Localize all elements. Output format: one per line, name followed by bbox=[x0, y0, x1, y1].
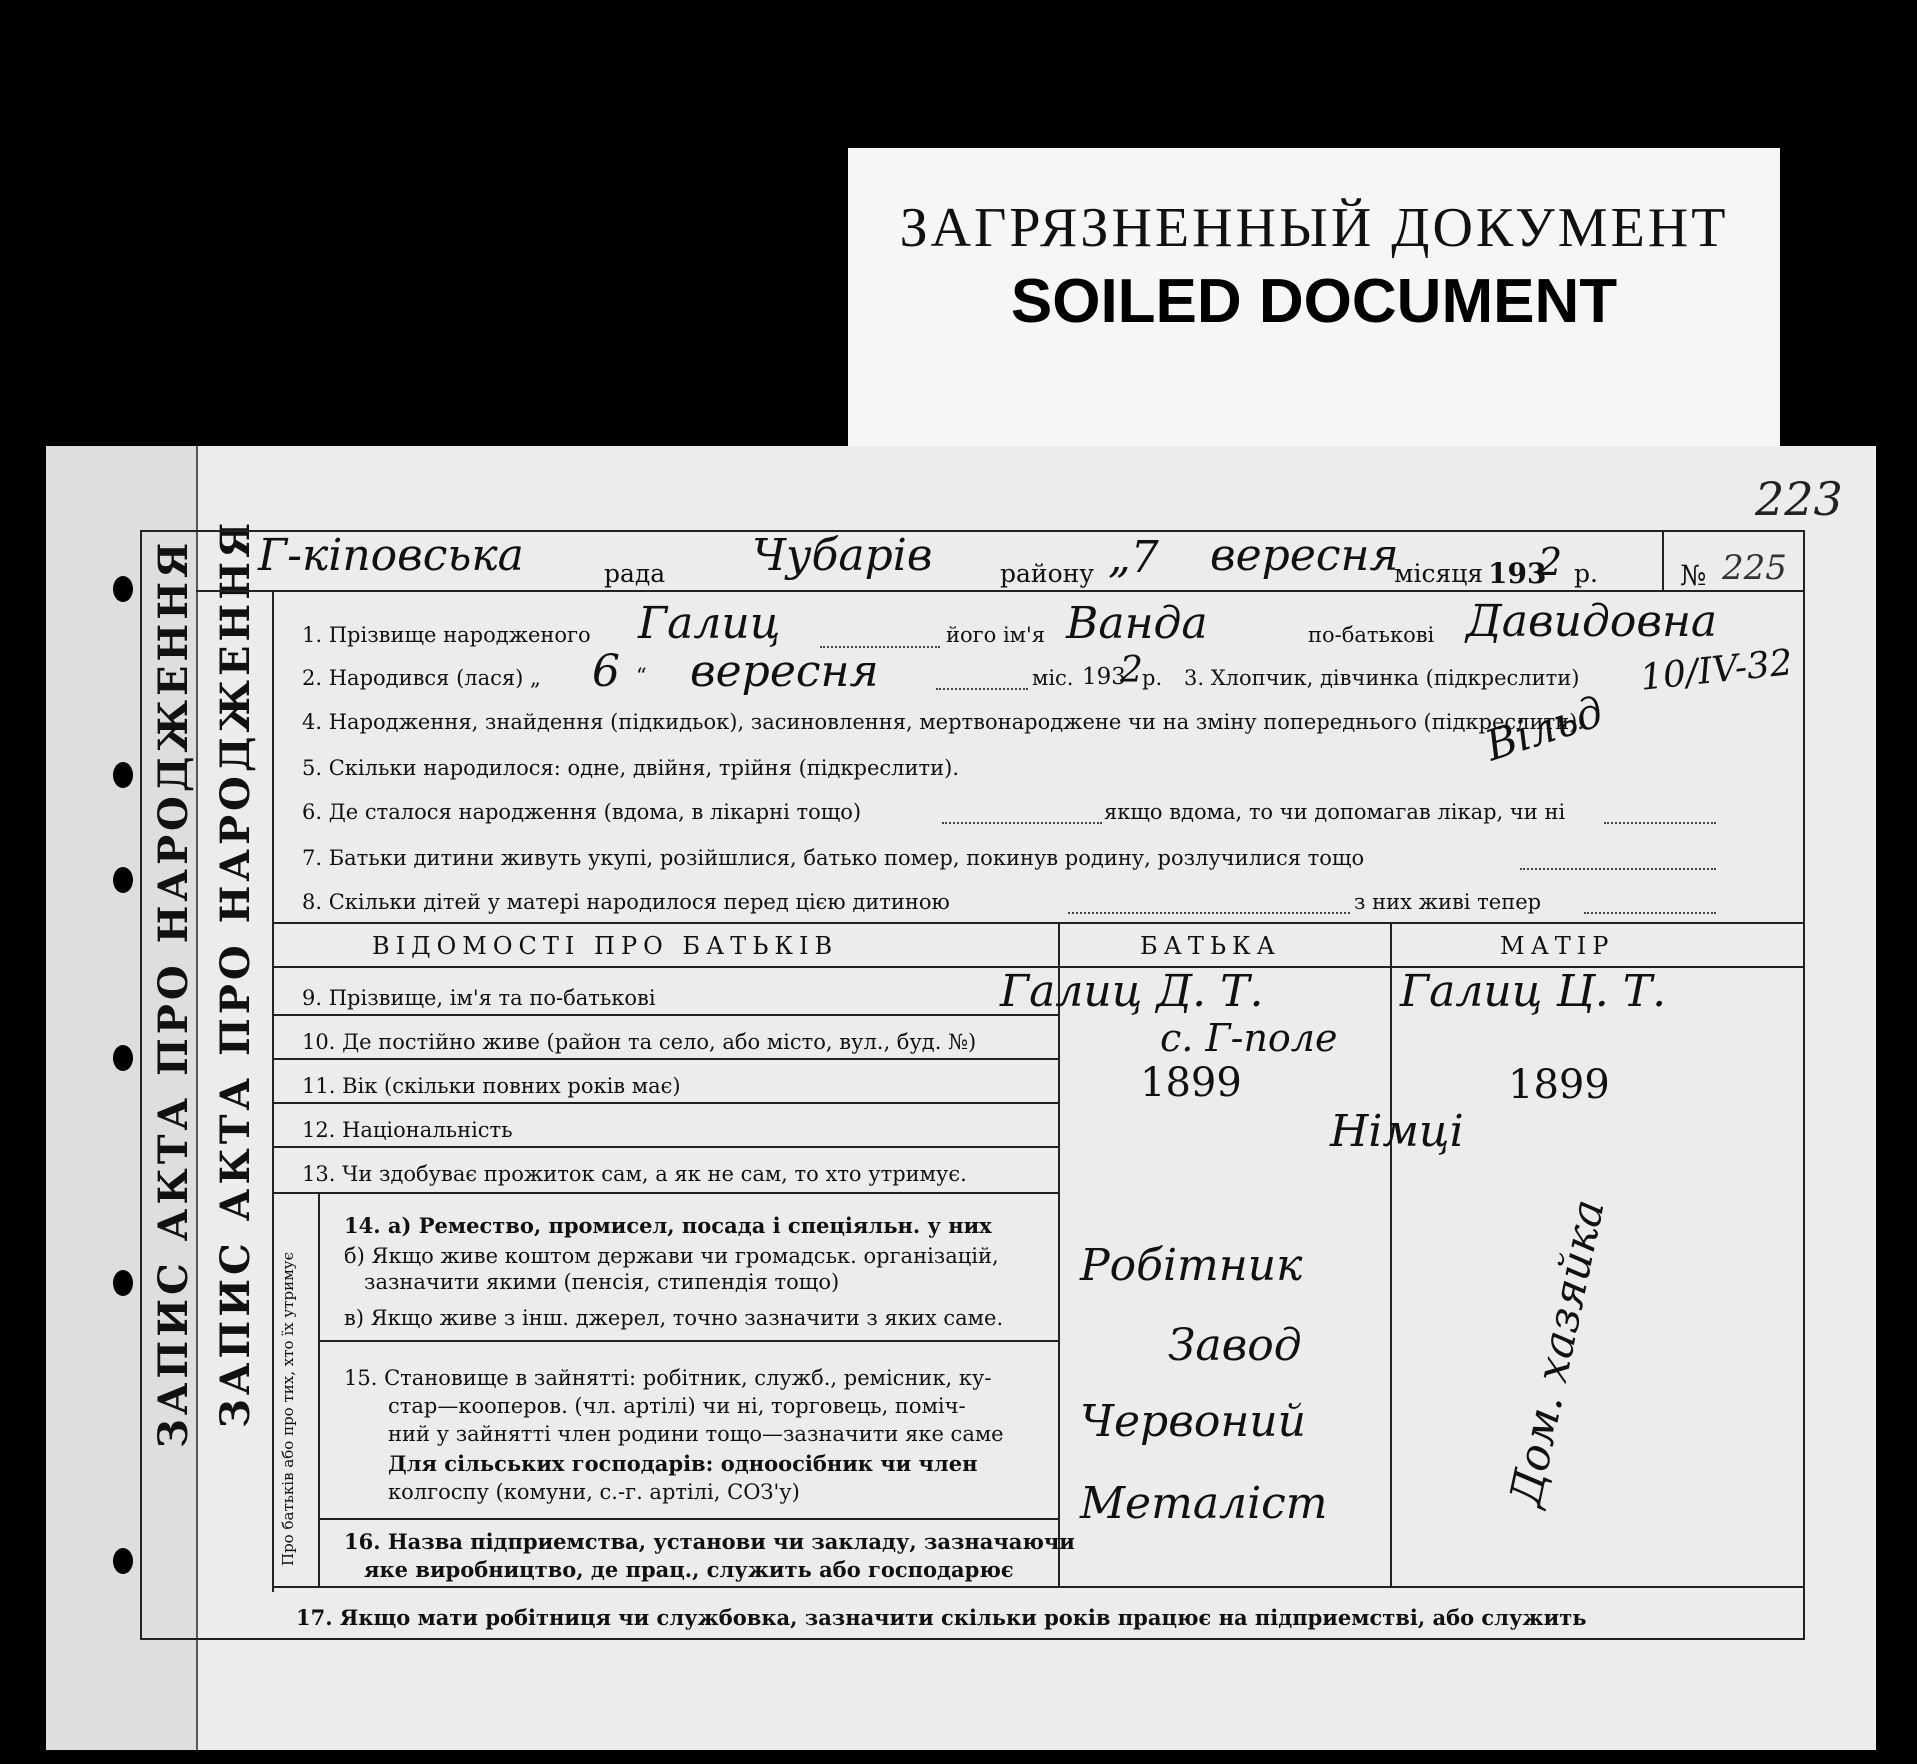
item-15-4: Для сільських господарів: одноосібник чи член bbox=[388, 1451, 978, 1476]
spine-title-inner: ЗАПИС АКТА ПРО НАРОДЖЕННЯ bbox=[212, 518, 259, 1428]
father-occupation-1: Робітник bbox=[1080, 1240, 1303, 1291]
birth-day: 6 bbox=[592, 646, 620, 697]
birth-year-printed: 193 bbox=[1082, 664, 1126, 690]
row-rule bbox=[272, 1146, 1058, 1148]
label-russian: ЗАГРЯЗНЕННЫЙ ДОКУМЕНТ bbox=[899, 197, 1729, 259]
mother-name: Галиц Ц. Т. bbox=[1400, 966, 1667, 1017]
fill-line bbox=[1584, 912, 1716, 914]
row-rule bbox=[272, 1014, 1058, 1016]
father-name: Галиц Д. Т. bbox=[1000, 966, 1264, 1017]
item-14b-2: зазначити якими (пенсія, стипендія тощо) bbox=[364, 1270, 840, 1294]
fill-line bbox=[1520, 868, 1716, 870]
father-occupation-3: Червоний bbox=[1080, 1396, 1306, 1447]
row-rule bbox=[272, 1058, 1058, 1060]
rada-value: Г-кіповська bbox=[258, 530, 524, 581]
child-first-name: Ванда bbox=[1066, 598, 1208, 649]
parents-title: ВІДОМОСТІ ПРО БАТЬКІВ bbox=[372, 932, 839, 960]
row-6-tail: якщо вдома, то чи допомагав лікар, чи ні bbox=[1104, 800, 1566, 824]
nationality: Німці bbox=[1330, 1106, 1464, 1157]
row-rule bbox=[272, 1102, 1058, 1104]
margin-note-signature: Вільд bbox=[1479, 686, 1610, 771]
item-15-2: стар—кооперов. (чл. артілі) чи ні, торговець, поміч- bbox=[388, 1394, 966, 1418]
row-4-label: 4. Народження, знайдення (підкидьок), засиновлення, мертвонароджене чи на зміну попереднього (підкреслити). bbox=[302, 710, 1584, 734]
punch-hole bbox=[113, 1045, 133, 1071]
father-birth-year: 1899 bbox=[1140, 1060, 1242, 1106]
parents-top-rule bbox=[272, 922, 1805, 924]
sex-label: 3. Хлопчик, дівчинка (підкреслити) bbox=[1184, 666, 1580, 690]
row-rule bbox=[272, 1192, 1058, 1194]
mother-occupation: Дом. хазяйка bbox=[1500, 1195, 1615, 1511]
row-11-label: 11. Вік (скільки повних років має) bbox=[302, 1074, 681, 1098]
fill-line bbox=[942, 822, 1102, 824]
mother-column-head: МАТІР bbox=[1500, 932, 1615, 960]
punch-hole bbox=[113, 576, 133, 602]
row-8-label: 8. Скільки дітей у матері народилося перед цією дитиною bbox=[302, 890, 950, 914]
birth-year-suffix: р. bbox=[1142, 666, 1163, 690]
row-7-label: 7. Батьки дитини живуть укупі, розійшлися, батько помер, покинув родину, розлучилися тощо bbox=[302, 846, 1365, 870]
father-occupation-2: Завод bbox=[1168, 1320, 1302, 1371]
birth-month: вересня bbox=[690, 646, 879, 697]
margin-note-date: 10/IV-32 bbox=[1638, 642, 1795, 699]
soiled-document-label bbox=[848, 148, 1780, 454]
label-english: SOILED DOCUMENT bbox=[1010, 267, 1618, 336]
rada-label: рада bbox=[604, 559, 666, 588]
number-value: 225 bbox=[1722, 548, 1787, 588]
number-box-rule bbox=[1662, 530, 1664, 590]
row-rule bbox=[318, 1340, 1058, 1342]
row-8-tail: з них живі тепер bbox=[1354, 890, 1542, 914]
father-occupation-4: Металіст bbox=[1080, 1478, 1328, 1529]
patronymic-label: по-батькові bbox=[1308, 623, 1435, 647]
header-divider bbox=[196, 590, 1805, 592]
item-15-1: 15. Становище в зайнятті: робітник, служб., ремісник, ку- bbox=[344, 1366, 992, 1390]
raion-label: району bbox=[1000, 559, 1094, 588]
fill-line bbox=[936, 688, 1028, 690]
number-label: № bbox=[1680, 559, 1707, 592]
birth-day-quote: “ bbox=[636, 664, 647, 688]
raion-value: Чубарів bbox=[752, 530, 933, 581]
row-9-label: 9. Прізвище, ім'я та по-батькові bbox=[302, 986, 656, 1010]
birth-year-handwritten: 2 bbox=[1120, 650, 1143, 691]
item-16-1: 16. Назва підприемства, установи чи закладу, зазначаючи bbox=[344, 1529, 1075, 1554]
month-label: місяця bbox=[1394, 559, 1484, 588]
row-17-label: 17. Якщо мати робітниця чи службовка, зазначити скільки років працює на підприемстві, або служить bbox=[296, 1605, 1587, 1630]
inner-left-rule bbox=[272, 590, 274, 1592]
item-14c: в) Якщо живе з інш. джерел, точно зазначити з яких саме. bbox=[344, 1306, 1004, 1330]
row-5-label: 5. Скільки народилося: одне, двійня, трійня (підкреслити). bbox=[302, 756, 960, 780]
mis-label: міс. bbox=[1032, 666, 1074, 690]
parents-bottom-rule bbox=[272, 1586, 1805, 1588]
row-6-label: 6. Де сталося народження (вдома, в лікарні тощо) bbox=[302, 800, 862, 824]
punch-hole bbox=[113, 762, 133, 788]
row-2-label: 2. Народився (лася) „ bbox=[302, 666, 541, 690]
side-label-rule bbox=[318, 1192, 320, 1586]
item-14b-1: б) Якщо живе коштом держави чи громадськ. організацій, bbox=[344, 1244, 999, 1268]
punch-hole bbox=[113, 1270, 133, 1296]
item-16-2: яке виробництво, де прац., служить або господарює bbox=[364, 1557, 1014, 1582]
year-handwritten: 2 bbox=[1538, 540, 1563, 584]
fill-line bbox=[1068, 912, 1350, 914]
father-column-rule bbox=[1058, 922, 1060, 1586]
father-column-head: БАТЬКА bbox=[1140, 932, 1281, 960]
row-rule bbox=[318, 1518, 1058, 1520]
spine-rule bbox=[140, 530, 142, 1640]
header-day: „7 bbox=[1108, 532, 1159, 583]
punch-hole bbox=[113, 1548, 133, 1574]
row-12-label: 12. Національність bbox=[302, 1118, 513, 1142]
child-patronymic: Давидовна bbox=[1466, 596, 1718, 647]
fill-line bbox=[1604, 822, 1716, 824]
year-printed: 193 bbox=[1488, 557, 1547, 590]
punch-hole bbox=[113, 867, 133, 893]
header-month: вересня bbox=[1210, 530, 1399, 581]
first-name-label: його ім'я bbox=[946, 623, 1046, 647]
year-suffix: р. bbox=[1574, 559, 1598, 588]
corner-number: 223 bbox=[1755, 472, 1843, 526]
row-10-label: 10. Де постійно живе (район та село, або місто, вул., буд. №) bbox=[302, 1030, 977, 1054]
mother-birth-year: 1899 bbox=[1508, 1062, 1610, 1108]
item-15-5: колгоспу (комуни, с.-г. артілі, СОЗ'у) bbox=[388, 1480, 800, 1504]
side-label: Про батьків або про тих, хто їх утримує bbox=[279, 1252, 297, 1566]
child-surname: Галиц bbox=[638, 598, 781, 649]
mother-column-rule bbox=[1390, 922, 1392, 1586]
residence: с. Г-поле bbox=[1160, 1016, 1338, 1060]
row-13-label: 13. Чи здобуває прожиток сам, а як не сам, то хто утримує. bbox=[302, 1162, 967, 1186]
item-14a: 14. а) Ремество, промисел, посада і спеціяльн. у них bbox=[344, 1213, 992, 1238]
spine-title-outer: ЗАПИС АКТА ПРО НАРОДЖЕННЯ bbox=[150, 538, 197, 1448]
item-15-3: ний у зайнятті член родини тощо—зазначити яке саме bbox=[388, 1422, 1004, 1446]
row-1-label: 1. Прізвище народженого bbox=[302, 623, 591, 647]
